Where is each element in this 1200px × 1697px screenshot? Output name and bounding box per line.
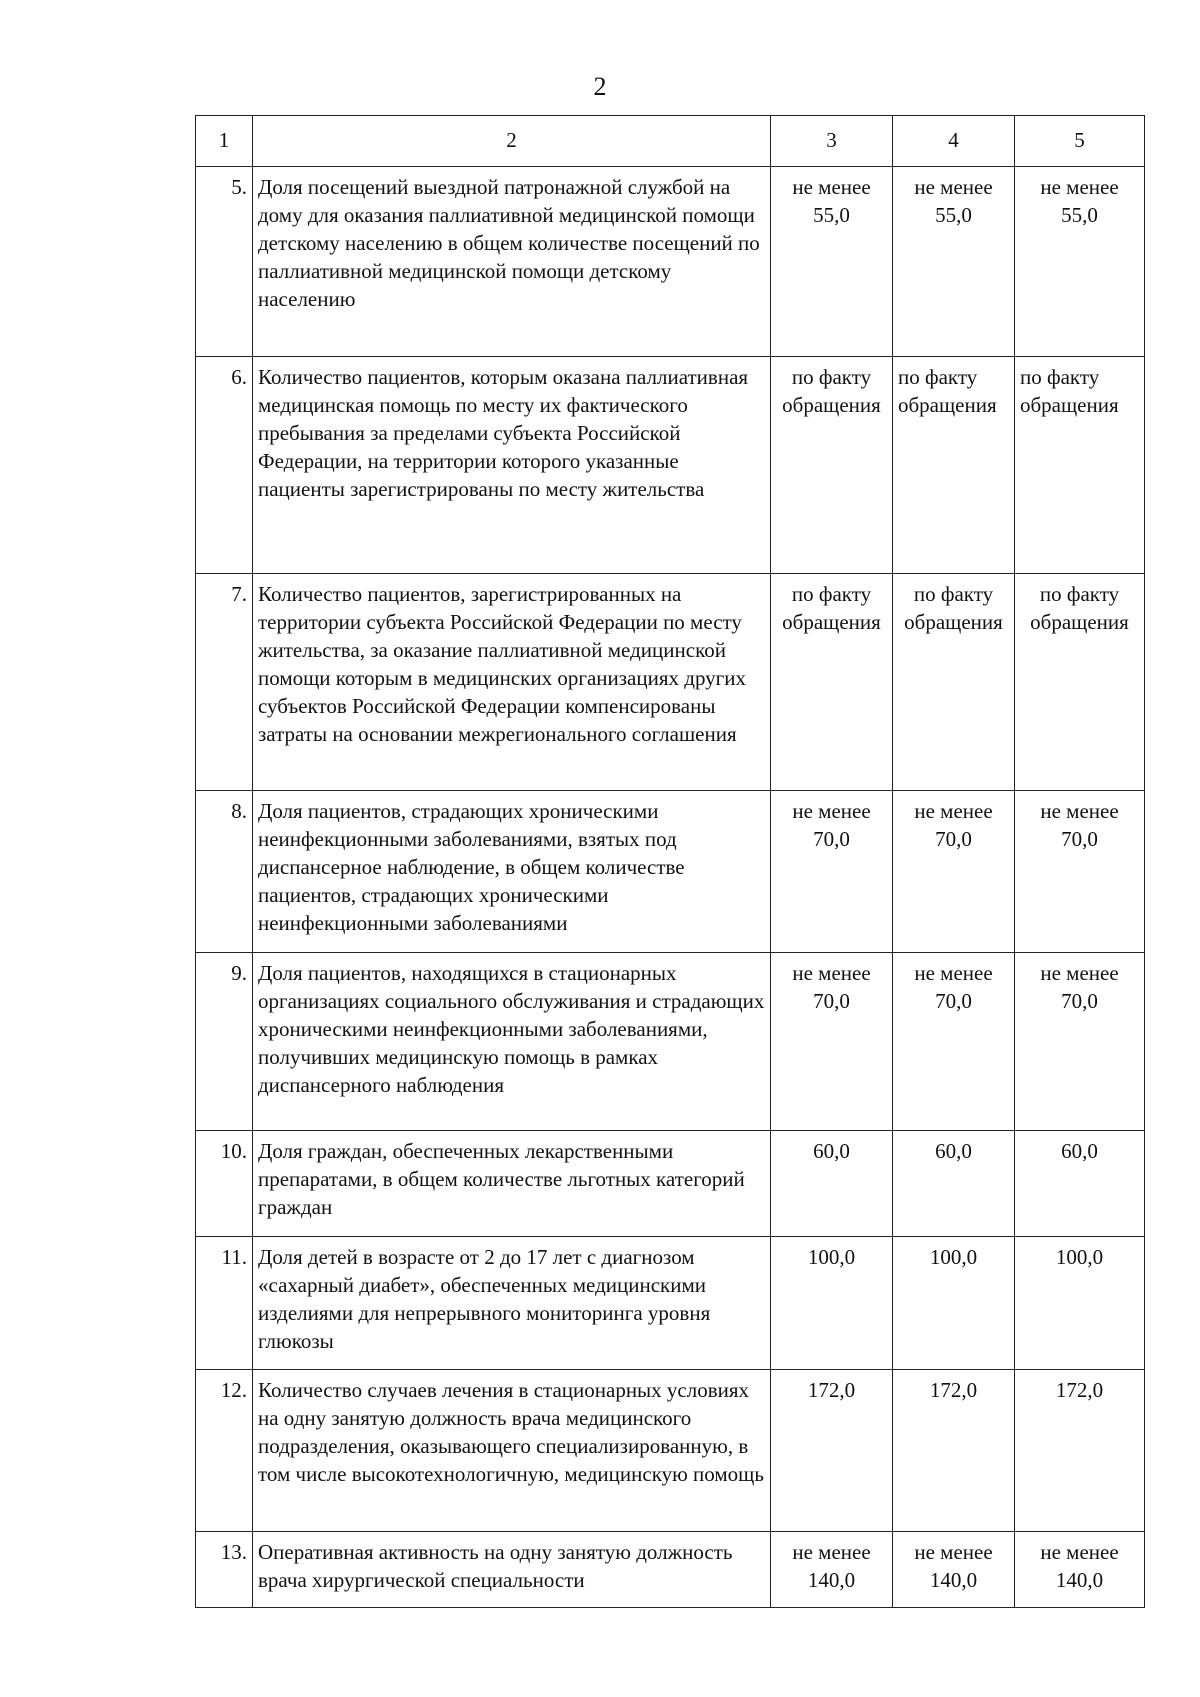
value-col4: не менее 55,0 [893, 167, 1015, 357]
table-row [196, 1131, 1145, 1237]
indicator-text: Количество пациентов, зарегистрированных на территории субъекта Российской Федерации по месту жительства, за оказание паллиативной медицинской помощи которым в медицинских организациях других субъектов Российской Федерации компенсированы затраты на основании межрегионального соглашения [253, 574, 771, 791]
indicator-text: Доля пациентов, страдающих хроническими неинфекционными заболеваниями, взятых под диспансерное наблюдение, в общем количестве пациентов, страдающих хроническими неинфекционными заболеваниями [253, 791, 771, 953]
value-col5: 60,0 [1015, 1131, 1145, 1237]
indicators-table [195, 115, 1145, 1608]
indicator-text: Оперативная активность на одну занятую должность врача хирургической специальности [253, 1532, 771, 1608]
table-row [196, 167, 1145, 357]
header-cell-3: 3 [771, 116, 893, 167]
value-col4: по факту обращения [893, 574, 1015, 791]
header-cell-2: 2 [253, 116, 771, 167]
row-number: 9. [196, 953, 253, 1131]
table-row [196, 1370, 1145, 1532]
value-col3: по факту обращения [771, 357, 893, 574]
indicator-text: Доля граждан, обеспеченных лекарственными препаратами, в общем количестве льготных категорий граждан [253, 1131, 771, 1237]
indicator-text: Доля посещений выездной патронажной службой на дому для оказания паллиативной медицинской помощи детскому населению в общем количестве посещений по паллиативной медицинской помощи детскому населению [253, 167, 771, 357]
page-number: 2 [593, 72, 607, 101]
value-col5: по факту обращения [1015, 574, 1145, 791]
row-number: 10. [196, 1131, 253, 1237]
indicator-text: Доля детей в возрасте от 2 до 17 лет с диагнозом «сахарный диабет», обеспеченных медицинскими изделиями для непрерывного мониторинга уровня глюкозы [253, 1237, 771, 1370]
row-number: 7. [196, 574, 253, 791]
row-number: 12. [196, 1370, 253, 1532]
row-number: 6. [196, 357, 253, 574]
table-row [196, 953, 1145, 1131]
table-row [196, 357, 1145, 574]
table-header-row [196, 116, 1145, 167]
value-col5: не менее 70,0 [1015, 953, 1145, 1131]
value-col3: по факту обращения [771, 574, 893, 791]
value-col4: не менее 140,0 [893, 1532, 1015, 1608]
header-cell-1: 1 [196, 116, 253, 167]
value-col3: 172,0 [771, 1370, 893, 1532]
value-col4: по факту обращения [893, 357, 1015, 574]
indicator-text: Количество пациентов, которым оказана паллиативная медицинская помощь по месту их фактического пребывания за пределами субъекта Российской Федерации, на территории которого указанные пациенты зарегистрированы по месту жительства [253, 357, 771, 574]
indicator-text: Доля пациентов, находящихся в стационарных организациях социального обслуживания и страдающих хроническими неинфекционными заболеваниями, получивших медицинскую помощь в рамках диспансерного наблюдения [253, 953, 771, 1131]
value-col4: 60,0 [893, 1131, 1015, 1237]
value-col5: не менее 70,0 [1015, 791, 1145, 953]
row-number: 5. [196, 167, 253, 357]
indicator-text: Количество случаев лечения в стационарных условиях на одну занятую должность врача медицинского подразделения, оказывающего специализированную, в том числе высокотехнологичную, медицинскую помощь [253, 1370, 771, 1532]
header-cell-4: 4 [893, 116, 1015, 167]
table-row [196, 791, 1145, 953]
value-col4: 172,0 [893, 1370, 1015, 1532]
value-col5: 172,0 [1015, 1370, 1145, 1532]
row-number: 8. [196, 791, 253, 953]
value-col5: не менее 140,0 [1015, 1532, 1145, 1608]
table-row [196, 574, 1145, 791]
value-col3: не менее 55,0 [771, 167, 893, 357]
value-col5: не менее 55,0 [1015, 167, 1145, 357]
value-col4: не менее 70,0 [893, 953, 1015, 1131]
value-col3: не менее 140,0 [771, 1532, 893, 1608]
row-number: 13. [196, 1532, 253, 1608]
row-number: 11. [196, 1237, 253, 1370]
table-row [196, 1532, 1145, 1608]
value-col3: не менее 70,0 [771, 791, 893, 953]
value-col5: 100,0 [1015, 1237, 1145, 1370]
value-col4: не менее 70,0 [893, 791, 1015, 953]
value-col3: не менее 70,0 [771, 953, 893, 1131]
header-cell-5: 5 [1015, 116, 1145, 167]
value-col3: 100,0 [771, 1237, 893, 1370]
value-col3: 60,0 [771, 1131, 893, 1237]
value-col4: 100,0 [893, 1237, 1015, 1370]
table-row [196, 1237, 1145, 1370]
value-col5: по факту обращения [1015, 357, 1145, 574]
